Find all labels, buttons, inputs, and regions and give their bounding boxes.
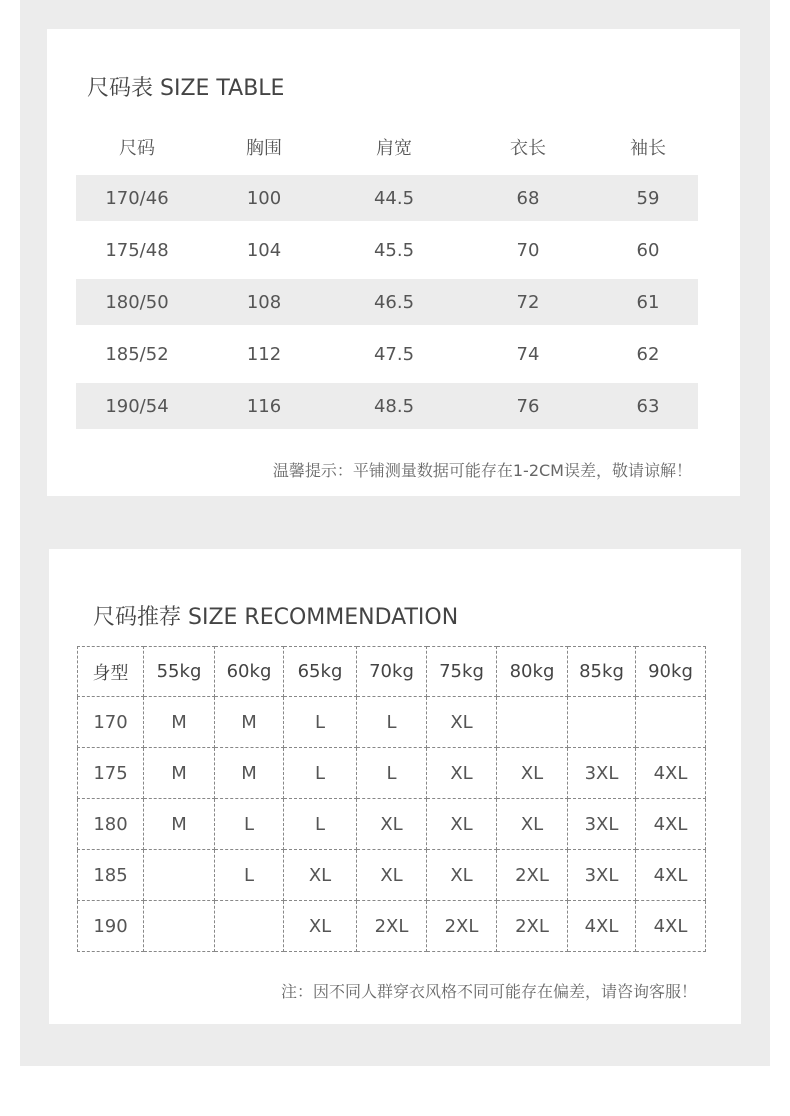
rec-table-column-header: 80kg: [497, 647, 568, 697]
size-table-cell: 116: [246, 395, 282, 417]
size-table-column-header: 尺码: [119, 138, 155, 159]
size-table-cell: 47.5: [373, 343, 415, 365]
size-table-cell: 48.5: [373, 395, 415, 417]
rec-table-column-header: 身型: [78, 647, 144, 697]
size-table-note: 温馨提示：平铺测量数据可能存在1-2CM误差，敬请谅解！: [272, 461, 692, 480]
rec-table-cell: 2XL: [427, 901, 497, 952]
rec-table-cell: XL: [497, 799, 568, 850]
rec-table-cell: 3XL: [568, 748, 636, 799]
rec-table-cell: L: [284, 748, 357, 799]
rec-table-cell: L: [284, 799, 357, 850]
rec-table-cell: XL: [427, 748, 497, 799]
rec-table-cell: [568, 697, 636, 748]
size-table-cell: 185/52: [105, 343, 169, 365]
rec-table-cell: 4XL: [636, 799, 706, 850]
rec-table-cell: 4XL: [568, 901, 636, 952]
rec-table-column-header: 70kg: [357, 647, 427, 697]
size-recommendation-note: 注：因不同人群穿衣风格不同可能存在偏差，请咨询客服！: [280, 982, 697, 1001]
rec-table-cell: [144, 901, 215, 952]
rec-table-cell: M: [144, 799, 215, 850]
rec-table-cell: XL: [284, 850, 357, 901]
rec-table-cell: M: [144, 697, 215, 748]
rec-table-cell: 4XL: [636, 748, 706, 799]
size-recommendation-card: [49, 549, 741, 1024]
rec-table-cell: XL: [357, 850, 427, 901]
size-table-cell: 44.5: [373, 187, 415, 209]
size-table-row: [76, 383, 698, 429]
rec-table-column-header: 55kg: [144, 647, 215, 697]
size-table-cell: 72: [516, 291, 540, 313]
size-table-cell: 63: [636, 395, 660, 417]
size-table-cell: 180/50: [105, 291, 169, 313]
size-table-title: 尺码表 SIZE TABLE: [87, 76, 285, 101]
size-table-cell: 100: [246, 187, 282, 209]
size-table-cell: 61: [636, 291, 660, 313]
size-table-row: [76, 175, 698, 221]
size-table-row: [76, 331, 698, 377]
rec-table-cell: [497, 697, 568, 748]
size-table-cell: 76: [516, 395, 540, 417]
rec-table-column-header: 90kg: [636, 647, 706, 697]
size-table-card: [47, 29, 740, 496]
rec-table-height-cell: 175: [78, 748, 144, 799]
rec-table-cell: [636, 697, 706, 748]
rec-table-cell: XL: [284, 901, 357, 952]
rec-table-row: [78, 850, 706, 901]
rec-table-row: [78, 748, 706, 799]
size-table-cell: 74: [516, 343, 540, 365]
rec-table-cell: L: [357, 748, 427, 799]
rec-table-column-header: 60kg: [215, 647, 284, 697]
rec-table-row: [78, 901, 706, 952]
rec-table-cell: XL: [497, 748, 568, 799]
rec-table-cell: 3XL: [568, 799, 636, 850]
rec-table-cell: M: [144, 748, 215, 799]
rec-table-cell: L: [284, 697, 357, 748]
size-table-cell: 62: [636, 343, 660, 365]
size-table-cell: 46.5: [373, 291, 415, 313]
rec-table-cell: 2XL: [497, 850, 568, 901]
size-table-column-header: 衣长: [510, 138, 546, 159]
rec-table-row: [78, 697, 706, 748]
rec-table-header: [78, 647, 706, 697]
size-table-cell: 60: [636, 239, 660, 261]
size-table-cell: 170/46: [105, 187, 169, 209]
size-table-cell: 108: [246, 291, 282, 313]
size-table-cell: 59: [636, 187, 660, 209]
rec-table-cell: M: [215, 748, 284, 799]
size-table-column-header: 胸围: [246, 138, 282, 159]
rec-table-column-header: 85kg: [568, 647, 636, 697]
rec-table-column-header: 75kg: [427, 647, 497, 697]
rec-table-cell: XL: [427, 850, 497, 901]
rec-table-row: [78, 799, 706, 850]
size-table-cell: 104: [246, 239, 282, 261]
size-recommendation-title: 尺码推荐 SIZE RECOMMENDATION: [93, 605, 459, 630]
rec-table-cell: L: [357, 697, 427, 748]
rec-table-cell: XL: [357, 799, 427, 850]
rec-table-cell: [144, 850, 215, 901]
size-table: [76, 125, 698, 429]
size-table-row: [76, 279, 698, 325]
rec-table-height-cell: 190: [78, 901, 144, 952]
rec-table-cell: XL: [427, 697, 497, 748]
rec-table-cell: 3XL: [568, 850, 636, 901]
rec-table-cell: L: [215, 799, 284, 850]
rec-table-height-cell: 185: [78, 850, 144, 901]
rec-table-cell: 2XL: [357, 901, 427, 952]
rec-table-cell: 4XL: [636, 850, 706, 901]
size-recommendation-table: [77, 646, 706, 952]
size-table-cell: 68: [516, 187, 540, 209]
size-table-header: [76, 125, 698, 169]
size-table-column-header: 袖长: [630, 138, 666, 159]
rec-table-height-cell: 170: [78, 697, 144, 748]
size-table-cell: 190/54: [105, 395, 169, 417]
rec-table-cell: L: [215, 850, 284, 901]
rec-table-height-cell: 180: [78, 799, 144, 850]
rec-table-cell: 2XL: [497, 901, 568, 952]
rec-table-cell: 4XL: [636, 901, 706, 952]
size-table-cell: 112: [246, 343, 282, 365]
rec-table-column-header: 65kg: [284, 647, 357, 697]
size-table-row: [76, 227, 698, 273]
size-table-cell: 175/48: [105, 239, 169, 261]
size-table-cell: 45.5: [373, 239, 415, 261]
size-table-cell: 70: [516, 239, 540, 261]
rec-table-cell: M: [215, 697, 284, 748]
size-table-column-header: 肩宽: [376, 138, 412, 159]
rec-table-cell: XL: [427, 799, 497, 850]
rec-table-cell: [215, 901, 284, 952]
